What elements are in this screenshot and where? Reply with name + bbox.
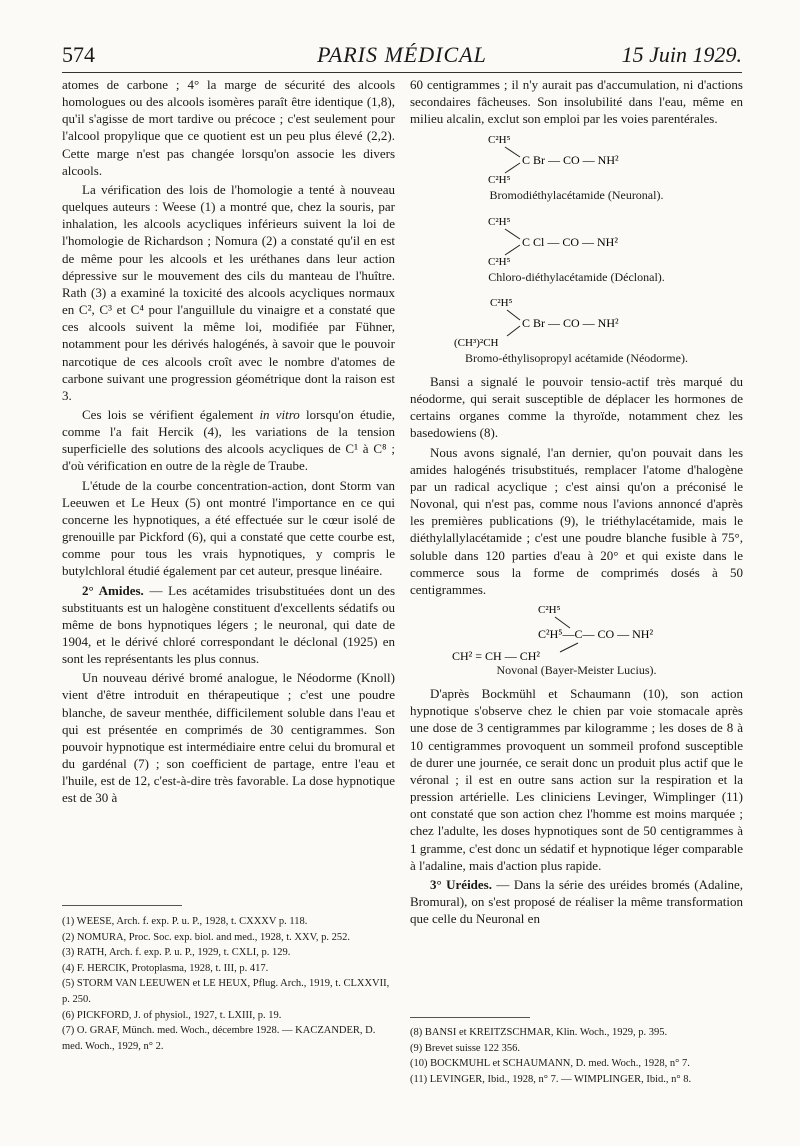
left-paragraph-4: L'étude de la courbe concentration-action, dont Storm van Leeuwen et Le Heux (5) ont montré l'importance en ce qui concerne les hypnotiques, a été effectuée sur le cœur isolé de grenouille par Pickford (6), qui a constaté que cette courbe est, comme pour tous les vrais hypnotiques, y compris le butylchloral étudié également par cet auteur, presque linéaire. — [62, 477, 395, 579]
footnote-6: (6) PICKFORD, J. of physiol., 1927, t. LXIII, p. 19. — [62, 1009, 282, 1021]
formula-neodorme-diagram — [410, 292, 743, 350]
formula-declonal-chain: C Cl — CO — NH² — [522, 234, 618, 249]
formula-neuronal-top: C²H⁵ — [488, 134, 511, 147]
footnote-separator-left — [62, 905, 182, 906]
right-footnotes — [410, 1025, 743, 1087]
formula-declonal-bottom: C²H⁵ — [488, 255, 511, 268]
left-paragraph-3 — [62, 406, 395, 475]
footnote-separator-right — [410, 1017, 530, 1018]
footnote-10: (10) BOCKMUHL et SCHAUMANN, D. med. Woch., 1928, n° 7. — [410, 1058, 690, 1070]
formula-neuronal-bottom: C²H⁵ — [488, 174, 511, 187]
formula-declonal-top: C²H⁵ — [488, 215, 511, 228]
footnote-11: (11) LEVINGER, Ibid., 1928, n° 7. — WIMPLINGER, Ibid., n° 8. — [410, 1073, 692, 1085]
left-paragraph-5 — [62, 582, 395, 668]
left-column — [62, 76, 395, 809]
formula-neuronal — [410, 129, 743, 204]
right-column — [410, 76, 743, 929]
section-heading-ureides: 3° Uréides. — [430, 876, 492, 892]
footnote-9: (9) Brevet suisse 122 356. — [410, 1042, 520, 1054]
formula-neuronal-caption: Bromodiéthylacétamide (Neuronal). — [489, 188, 664, 203]
left-p3-a: Ces lois se vérifient également — [82, 406, 260, 422]
left-paragraph-2: La vérification des lois de l'homologie a tenté à nouveau quelques auteurs : Weese (1) a montré que, chez la souris, par inhalation, les alcools acycliques inférieurs suivent la loi de l'homologie de Richardson ; Nomura (2) a constaté qu'il en est de même pour les alcools et les uréthanes dans leur action dépressive sur le mouvement des cils du manteau de l'huître. Rath (3) a examiné la toxicité des alcools acycliques normaux en C², C³ et C⁴ pour l'anguillule du vinaigre et a constaté que ces alcools suivent la même loi, modifiée par Fühner, notamment pour les dérivés halogénés, à savoir que le pouvoir narcotique de ces alcools croît avec le nombre d'atomes de carbone suivant une progression géométrique dont la raison est 3. — [62, 181, 395, 403]
formula-declonal — [410, 211, 743, 286]
footnote-4: (4) F. HERCIK, Protoplasma, 1928, t. III, p. 417. — [62, 962, 269, 974]
header-rule — [62, 72, 742, 73]
formula-novonal-diagram — [410, 600, 743, 662]
formula-novonal-bottom: CH² = CH — CH² — [452, 648, 540, 662]
formula-declonal-diagram — [410, 211, 743, 269]
left-p3-b: lorsqu'on étudie, comme l'a fait Hercik (4), les variations de la tension superficielle des solutions des alcools acycliques de C¹ à C⁸ ; d'où vérification en outre de la règle de Traube. — [62, 406, 396, 474]
right-p5-text: — Dans la série des uréides bromés (Adaline, Bromural), on s'est proposé de réaliser la même transformation que celle du Neuronal en — [410, 876, 743, 927]
formula-neodorme-chain: C Br — CO — NH² — [522, 315, 619, 330]
left-paragraph-6: Un nouveau dérivé bromé analogue, le Néodorme (Knoll) vient d'être introduit en thérapeutique ; c'est une poudre blanche, de saveur menthée, difficilement soluble dans l'eau et qui est présentée en comprimés de 30 centigrammes. Son pouvoir hypnotique est intermédiaire entre celui du bromural et du gardénal (7) ; son coefficient de partage, entre l'eau et l'huile, est de 12, c'est-à-dire très favorable. La dose hypnotique est de 30 à — [62, 670, 395, 806]
left-p5-text: — Les acétamides trisubstituées dont un des substituants est un halogène constituent d'excellents sédatifs ou même de bons hypnotiques légers ; le neuronal, qui date de 1904, et le dérivé chloré correspondant le déclonal (1925) en sont les représentants les plus connus. — [62, 582, 396, 667]
left-p3-italic: in vitro — [259, 406, 300, 422]
right-paragraph-3: Nous avons signalé, l'an dernier, qu'on pouvait dans les amides halogénés trisubstitués, remplacer l'atome d'halogène par un radical acyclique ; c'est ainsi qu'on a préconisé le Novonal, qui n'est pas, comme nous l'avions annoncé d'après les premières publications (9), le triéthylacétamide, mais le diéthylallylacétamide ; c'est une poudre blanche fusible à 75°, soluble dans 120 parties d'eau à 20° et qui existe dans le commerce sous la forme de comprimés dosés à 50 centigrammes. — [410, 444, 743, 597]
formula-neodorme-top: C²H⁵ — [490, 296, 513, 309]
footnote-7: (7) O. GRAF, Münch. med. Woch., décembre 1928. — KACZANDER, D. med. Woch., 1929, n° 2. — [62, 1025, 376, 1052]
footnote-5: (5) STORM VAN LEEUWEN et LE HEUX, Pflug. Arch., 1919, t. CLXXVII, p. 250. — [62, 978, 390, 1005]
formula-neodorme-caption: Bromo-éthylisopropyl acétamide (Néodorme). — [465, 350, 688, 365]
left-footnotes — [62, 914, 395, 1054]
formula-declonal-caption: Chloro-diéthylacétamide (Déclonal). — [488, 269, 665, 284]
footnote-3: (3) RATH, Arch. f. exp. P. u. P., 1929, t. CXLI, p. 129. — [62, 947, 291, 959]
left-paragraph-1: atomes de carbone ; 4° la marge de sécurité des alcools homologues ou des alcools isomères paraît être identique (1,8), qu'il s'agisse de mort tardive ou précoce ; c'est seulement pour l'alcool propylique que ce quotient est un peu plus élevé (2,2). Cette marge n'est pas changée lorsqu'on associe les divers alcools. — [62, 77, 395, 178]
page-header — [62, 42, 742, 72]
formula-novonal-caption: Novonal (Bayer-Meister Lucius). — [496, 662, 657, 677]
journal-title: PARIS MÉDICAL — [317, 42, 487, 67]
right-paragraph-5 — [410, 876, 743, 927]
formula-neodorme-bottom: (CH³)²CH — [454, 336, 499, 349]
formula-neuronal-chain: C Br — CO — NH² — [522, 153, 619, 168]
footnote-1: (1) WEESE, Arch. f. exp. P. u. P., 1928, t. CXXXV p. 118. — [62, 916, 308, 927]
footnote-2: (2) NOMURA, Proc. Soc. exp. biol. and med., 1928, t. XXV, p. 252. — [62, 931, 350, 943]
right-paragraph-2: Bansi a signalé le pouvoir tensio-actif très marqué du néodorme, qui serait susceptible de déplacer les hormones de certains organes comme la thyroïde, notamment chez les basedowiens (8). — [410, 373, 743, 441]
section-heading-amides: 2° Amides. — [82, 582, 144, 598]
formula-novonal-mid: C²H⁵—C— CO — NH² — [538, 626, 654, 641]
right-paragraph-4: D'après Bockmühl et Schaumann (10), son action hypnotique s'observe chez le chien par voie stomacale après une dose de 3 centigrammes par kilogramme ; les doses de 8 à 10 centigrammes provoquent un sommeil profond susceptible de durer une journée, ce serait donc un produit plus actif que le véronal ; il est en outre sans action sur la respiration et la pression artérielle. Les cliniciens Levinger, Wimplinger (11) ont constaté que son action chez l'homme est moins marquée ; chez l'adulte, les doses hypnotiques sont de 50 centigrammes à 1 gramme, c'est donc un sédatif et hypnotique léger comparable à l'adaline, mais d'action plus rapide. — [410, 686, 743, 873]
formula-neuronal-diagram — [410, 129, 743, 187]
formula-neodorme — [410, 292, 743, 367]
page-number: 574 — [62, 42, 95, 67]
issue-date: 15 Juin 1929. — [621, 42, 742, 67]
formula-novonal — [410, 600, 743, 679]
right-paragraph-1: 60 centigrammes ; il n'y aurait pas d'accumulation, ni d'actions secondaires fâcheuses. Son insolubilité dans l'eau, même en milieu alcalin, exclut son emploi par les voies parentérales. — [410, 77, 743, 127]
formula-novonal-top: C²H⁵ — [538, 603, 561, 616]
footnote-8: (8) BANSI et KREITZSCHMAR, Klin. Woch., 1929, p. 395. — [410, 1027, 668, 1038]
